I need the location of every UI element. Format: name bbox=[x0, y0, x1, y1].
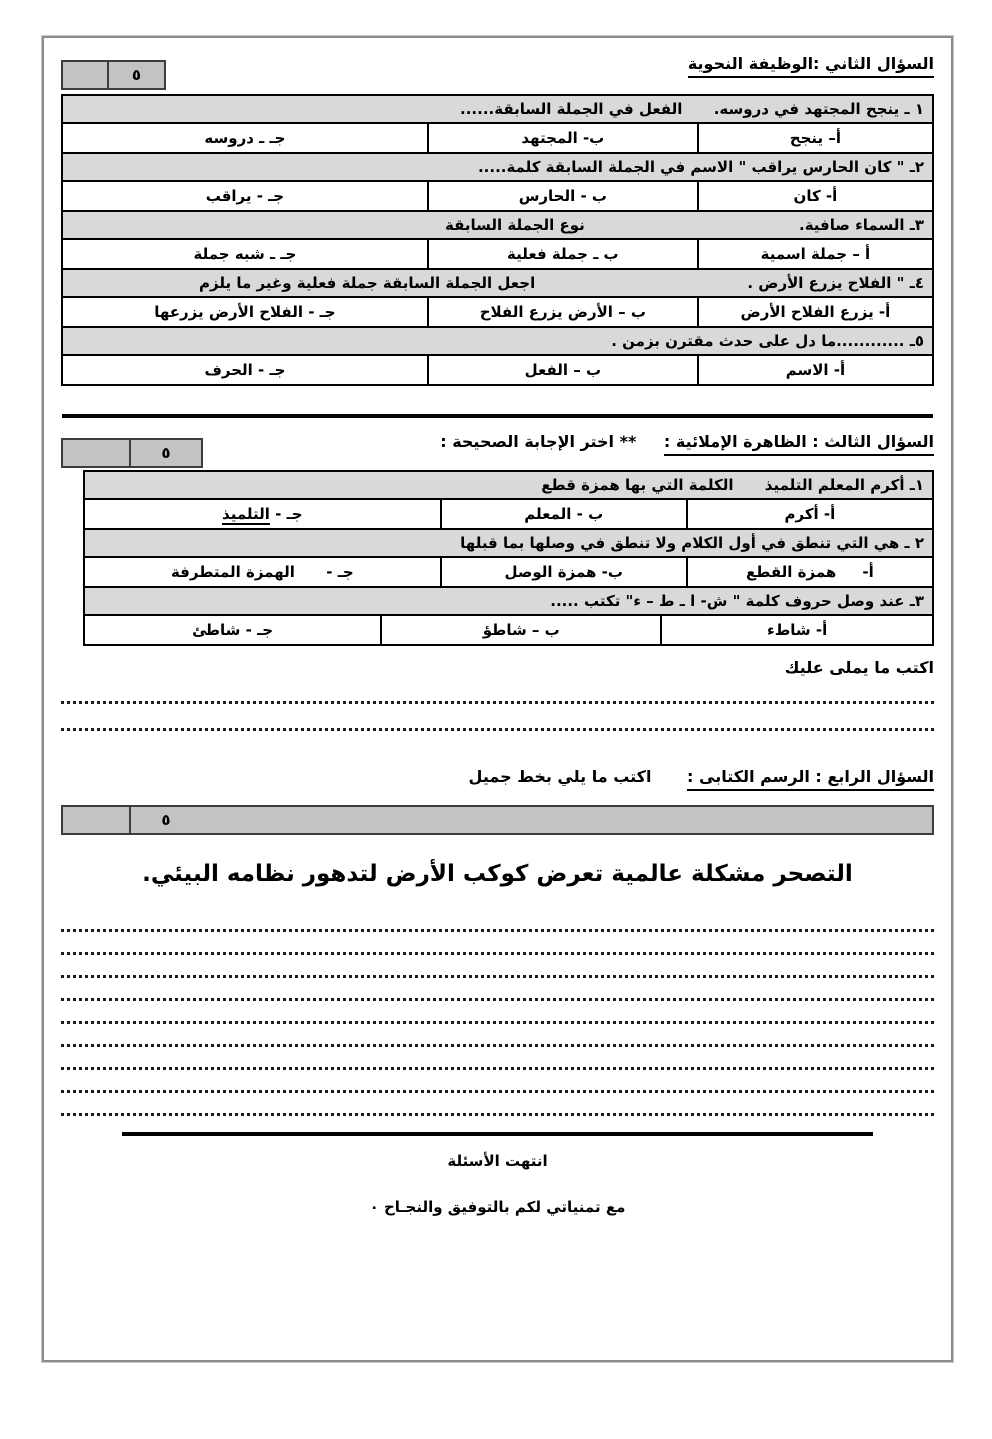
writing-line bbox=[61, 704, 934, 731]
score-cell-value: ٥ bbox=[131, 66, 142, 84]
score-cell-empty bbox=[63, 440, 131, 466]
question-row bbox=[62, 95, 933, 123]
good-luck-text: مع تمنياتي لكم بالتوفيق والنجـاح ٠ bbox=[369, 1198, 626, 1216]
section3-table-q1 bbox=[83, 470, 934, 530]
score-box-section4 bbox=[61, 805, 934, 835]
question-row bbox=[62, 211, 933, 239]
writing-line bbox=[61, 932, 934, 955]
writing-line bbox=[61, 909, 934, 932]
options-row bbox=[84, 557, 933, 587]
options-row bbox=[62, 355, 933, 385]
option-c: جـ - يراقب bbox=[62, 181, 428, 211]
section4-title-instruction: اكتب ما يلي بخط جميل bbox=[468, 767, 652, 786]
option-c: جـ - الحرف bbox=[62, 355, 428, 385]
section-separator-line bbox=[62, 414, 933, 418]
section3-title-instruction: ** اختر الإجابة الصحيحة : bbox=[440, 432, 637, 451]
question-prompt-right: ٣ـ السماء صافية. bbox=[799, 215, 924, 234]
exam-page bbox=[42, 36, 953, 1362]
option-a: أ- شاطء bbox=[661, 615, 933, 645]
score-cell-value: ٥ bbox=[161, 811, 171, 829]
option-b: ب – شاطؤ bbox=[381, 615, 661, 645]
option-c: جـ - الهمزة المتطرفة bbox=[84, 557, 441, 587]
option-b: ب - المعلم bbox=[441, 499, 687, 529]
option-c: جـ ـ شبه جملة bbox=[62, 239, 428, 269]
score-cell-value: ٥ bbox=[161, 444, 171, 462]
section2-title-text: السؤال الثاني :الوظيفة النحوية bbox=[688, 54, 934, 78]
writing-line bbox=[61, 978, 934, 1001]
score-cell-empty bbox=[63, 807, 131, 833]
option-c-underlined-word: التلميذ bbox=[222, 505, 270, 523]
section3-table-q2 bbox=[83, 528, 934, 588]
option-a: أ– ينجح bbox=[698, 123, 933, 153]
section3-header bbox=[61, 432, 934, 468]
option-a: أ- همزة القطع bbox=[687, 557, 933, 587]
dictation-writing-lines bbox=[61, 677, 934, 731]
writing-line bbox=[61, 1070, 934, 1093]
option-c: جـ - شاطئ bbox=[84, 615, 381, 645]
dictation-instruction: اكتب ما يملى عليك bbox=[784, 658, 934, 677]
options-row bbox=[62, 123, 933, 153]
option-a: أ- أكرم bbox=[687, 499, 933, 529]
option-c bbox=[84, 499, 441, 529]
question-row bbox=[84, 587, 933, 615]
question-prompt-center: نوع الجملة السابقة bbox=[444, 216, 585, 234]
question-prompt-right: ٤ـ " الفلاح يزرع الأرض . bbox=[747, 273, 924, 292]
question-prompt: ١ـ أكرم المعلم التلميذ الكلمة التي بها همزة قطع bbox=[84, 471, 933, 499]
section2-header bbox=[61, 54, 934, 90]
footer-separator-line bbox=[122, 1132, 873, 1136]
question-row bbox=[62, 153, 933, 181]
options-row bbox=[84, 615, 933, 645]
option-a: أ- الاسم bbox=[698, 355, 933, 385]
section3-title bbox=[440, 432, 934, 456]
options-row bbox=[62, 181, 933, 211]
option-c: جـ ـ دروسه bbox=[62, 123, 428, 153]
options-row bbox=[84, 499, 933, 529]
score-box-section3 bbox=[61, 438, 203, 468]
options-row bbox=[62, 239, 933, 269]
handwriting-lines bbox=[61, 909, 934, 1116]
section2-title bbox=[688, 54, 934, 78]
option-b: ب ـ جملة فعلية bbox=[428, 239, 698, 269]
handwriting-sample-text: التصحر مشكلة عالمية تعرض كوكب الأرض لتدهور نظامه البيئي. bbox=[142, 861, 853, 887]
question-prompt: ٢ـ " كان الحارس يراقب " الاسم في الجملة السابقة كلمة..... bbox=[62, 153, 933, 181]
section4-header bbox=[61, 767, 934, 791]
question-prompt: ٥ـ ............ما دل على حدث مقترن بزمن . bbox=[62, 327, 933, 355]
options-row bbox=[62, 297, 933, 327]
question-prompt: ١ ـ ينجح المجتهد في دروسه. الفعل في الجملة السابقة...... bbox=[62, 95, 933, 123]
option-a: أ- يزرع الفلاح الأرض bbox=[698, 297, 933, 327]
exam-document bbox=[0, 36, 992, 1439]
questions-ended-text: انتهت الأسئلة bbox=[447, 1152, 548, 1170]
option-a: أ- كان bbox=[698, 181, 933, 211]
option-b: ب – الفعل bbox=[428, 355, 698, 385]
option-b: ب - الحارس bbox=[428, 181, 698, 211]
score-cell-empty bbox=[63, 62, 109, 88]
section3-title-text: السؤال الثالث : الظاهرة الإملائية : bbox=[664, 432, 934, 456]
section4-title-text: السؤال الرابع : الرسم الكتابى : bbox=[687, 767, 934, 791]
question-prompt: ٣ـ عند وصل حروف كلمة " ش- ا ـ ط – ء" تكتب ..... bbox=[84, 587, 933, 615]
writing-line bbox=[61, 1093, 934, 1116]
option-a: أ – جملة اسمية bbox=[698, 239, 933, 269]
question-row bbox=[62, 269, 933, 297]
option-b: ب – الأرض يزرع الفلاح bbox=[428, 297, 698, 327]
option-b: ب- المجتهد bbox=[428, 123, 698, 153]
question-row bbox=[62, 327, 933, 355]
writing-line bbox=[61, 677, 934, 704]
question-row bbox=[84, 471, 933, 499]
section2-table bbox=[61, 94, 934, 386]
writing-line bbox=[61, 1001, 934, 1024]
question-prompt bbox=[62, 211, 933, 239]
option-c-prefix: جـ - bbox=[269, 505, 303, 523]
option-b: ب- همزة الوصل bbox=[441, 557, 687, 587]
question-row bbox=[84, 529, 933, 557]
section3-table-q3 bbox=[83, 586, 934, 646]
writing-line bbox=[61, 1047, 934, 1070]
option-c: جـ - الفلاح الأرض يزرعها bbox=[62, 297, 428, 327]
writing-line bbox=[61, 1024, 934, 1047]
writing-line bbox=[61, 955, 934, 978]
question-prompt-center: اجعل الجملة السابقة جملة فعلية وغير ما يلزم bbox=[199, 274, 536, 292]
question-prompt bbox=[62, 269, 933, 297]
question-prompt: ٢ ـ هي التي تنطق في أول الكلام ولا تنطق في وصلها بما قبلها bbox=[84, 529, 933, 557]
score-box-section2 bbox=[61, 60, 166, 90]
